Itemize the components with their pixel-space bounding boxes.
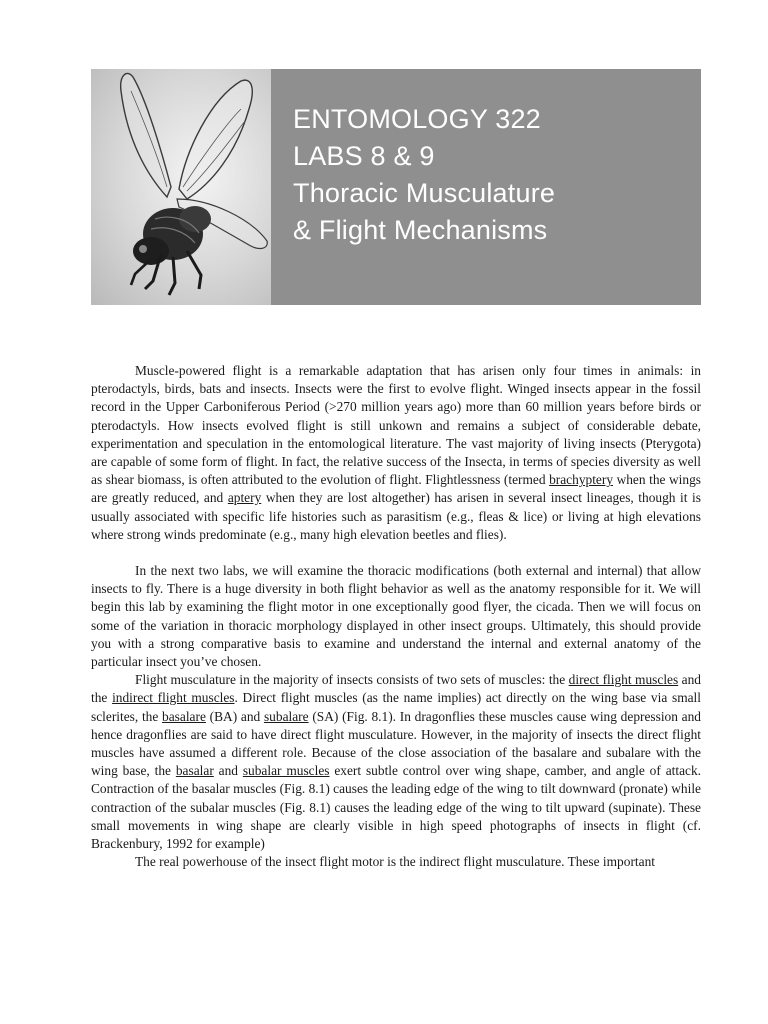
underlined-term: subalar muscles [242,763,330,779]
text-run: Muscle-powered flight is a remarkable adaptation that has arisen only four times in animals: in pterodactyls, birds, bats and insects. Insects were the first to evolve flight. Winged insects appear in the fossil record in the Upper Carboniferous Period (>270 million years ago) more than 60 million years before birds or pterodactyls. How insects evolved flight is still unkown and remains a subject of considerable debate, experimentation and speculation in the entomological literature. The vast majority of living insects (Pterygota) are capable of some form of flight. In fact, the relative success of the Insecta, in terms of species diversity as well as shear biomass, is often attributed to the evolution of flight. Flightlessness (termed [91,363,701,488]
title-line-topic-2: & Flight Mechanisms [293,215,548,245]
underlined-term: aptery [227,490,262,506]
document-body [91,362,701,871]
paragraph-flight-musculature [91,671,701,853]
underlined-term: basalar [175,763,214,779]
text-run: (BA) and [205,708,264,724]
underlined-term: indirect flight muscles [112,690,235,706]
text-run: The real powerhouse of the insect flight motor is the indirect flight musculature. These important [135,854,655,870]
text-run: exert subtle control over wing shape, camber, and angle of attack. Contraction of the basalar muscles (Fig. 8.1) causes the leading edge of the wing to tilt downward (pronate) while contraction of the subalar muscles (Fig. 8.1) causes the leading edge of the wing to tilt upward (supinate). These small movements in wing shape are clearly visible in high speed photographs of insects in flight (cf. Brackenbury, 1992 for example) [91,763,702,852]
text-run: Flight musculature in the majority of insects consists of two sets of muscles: the [135,672,569,688]
text-run: and [213,763,243,779]
text-run: when they are lost altogether) has arisen in several insect lineages, though it is usually associated with specific life histories such as parasitism (e.g., fleas & lice) or living at high elevations where strong winds predominate (e.g., many high elevation beetles and flies). [91,490,701,542]
paragraph-intro [91,362,701,544]
underlined-term: basalare [162,708,206,724]
text-run: . Direct flight muscles (as the name implies) act directly on the wing base via small sclerites, the [91,690,701,724]
underlined-term: brachyptery [549,472,614,488]
title-banner [91,69,701,305]
text-run: and the [91,672,701,706]
document-title [293,101,693,249]
underlined-term: direct flight muscles [568,672,679,688]
underlined-term: subalare [263,708,309,724]
text-run: when the wings are greatly reduced, and [91,472,702,506]
cicada-icon [91,69,271,305]
text-run: In the next two labs, we will examine the thoracic modifications (both external and internal) that allow insects to fly. There is a huge diversity in both flight behavior as well as the anatomy responsible for it. We will begin this lab by examining the flight motor in one exceptionally good flyer, the cicada. Then we will focus on some of the variation in thoracic morphology displayed in other insect groups. Ultimately, this should provide you with a strong comparative basis to examine and understand the internal and external anatomy of the particular insect you’ve chosen. [91,563,701,670]
title-line-course: ENTOMOLOGY 322 [293,104,541,134]
title-line-labs: LABS 8 & 9 [293,141,435,171]
title-line-topic: Thoracic Musculature [293,178,556,208]
text-run: (SA) (Fig. 8.1). In dragonflies these muscles cause wing depression and hence dragonflies are said to have direct flight musculature. However, in the majority of insects the direct flight muscles have assumed a different role. Because of the close association of the basalare and subalare with the wing base, the [91,708,702,779]
paragraph-overview [91,562,701,671]
cicada-photo [91,69,271,305]
paragraph-indirect-muscles [91,853,701,871]
